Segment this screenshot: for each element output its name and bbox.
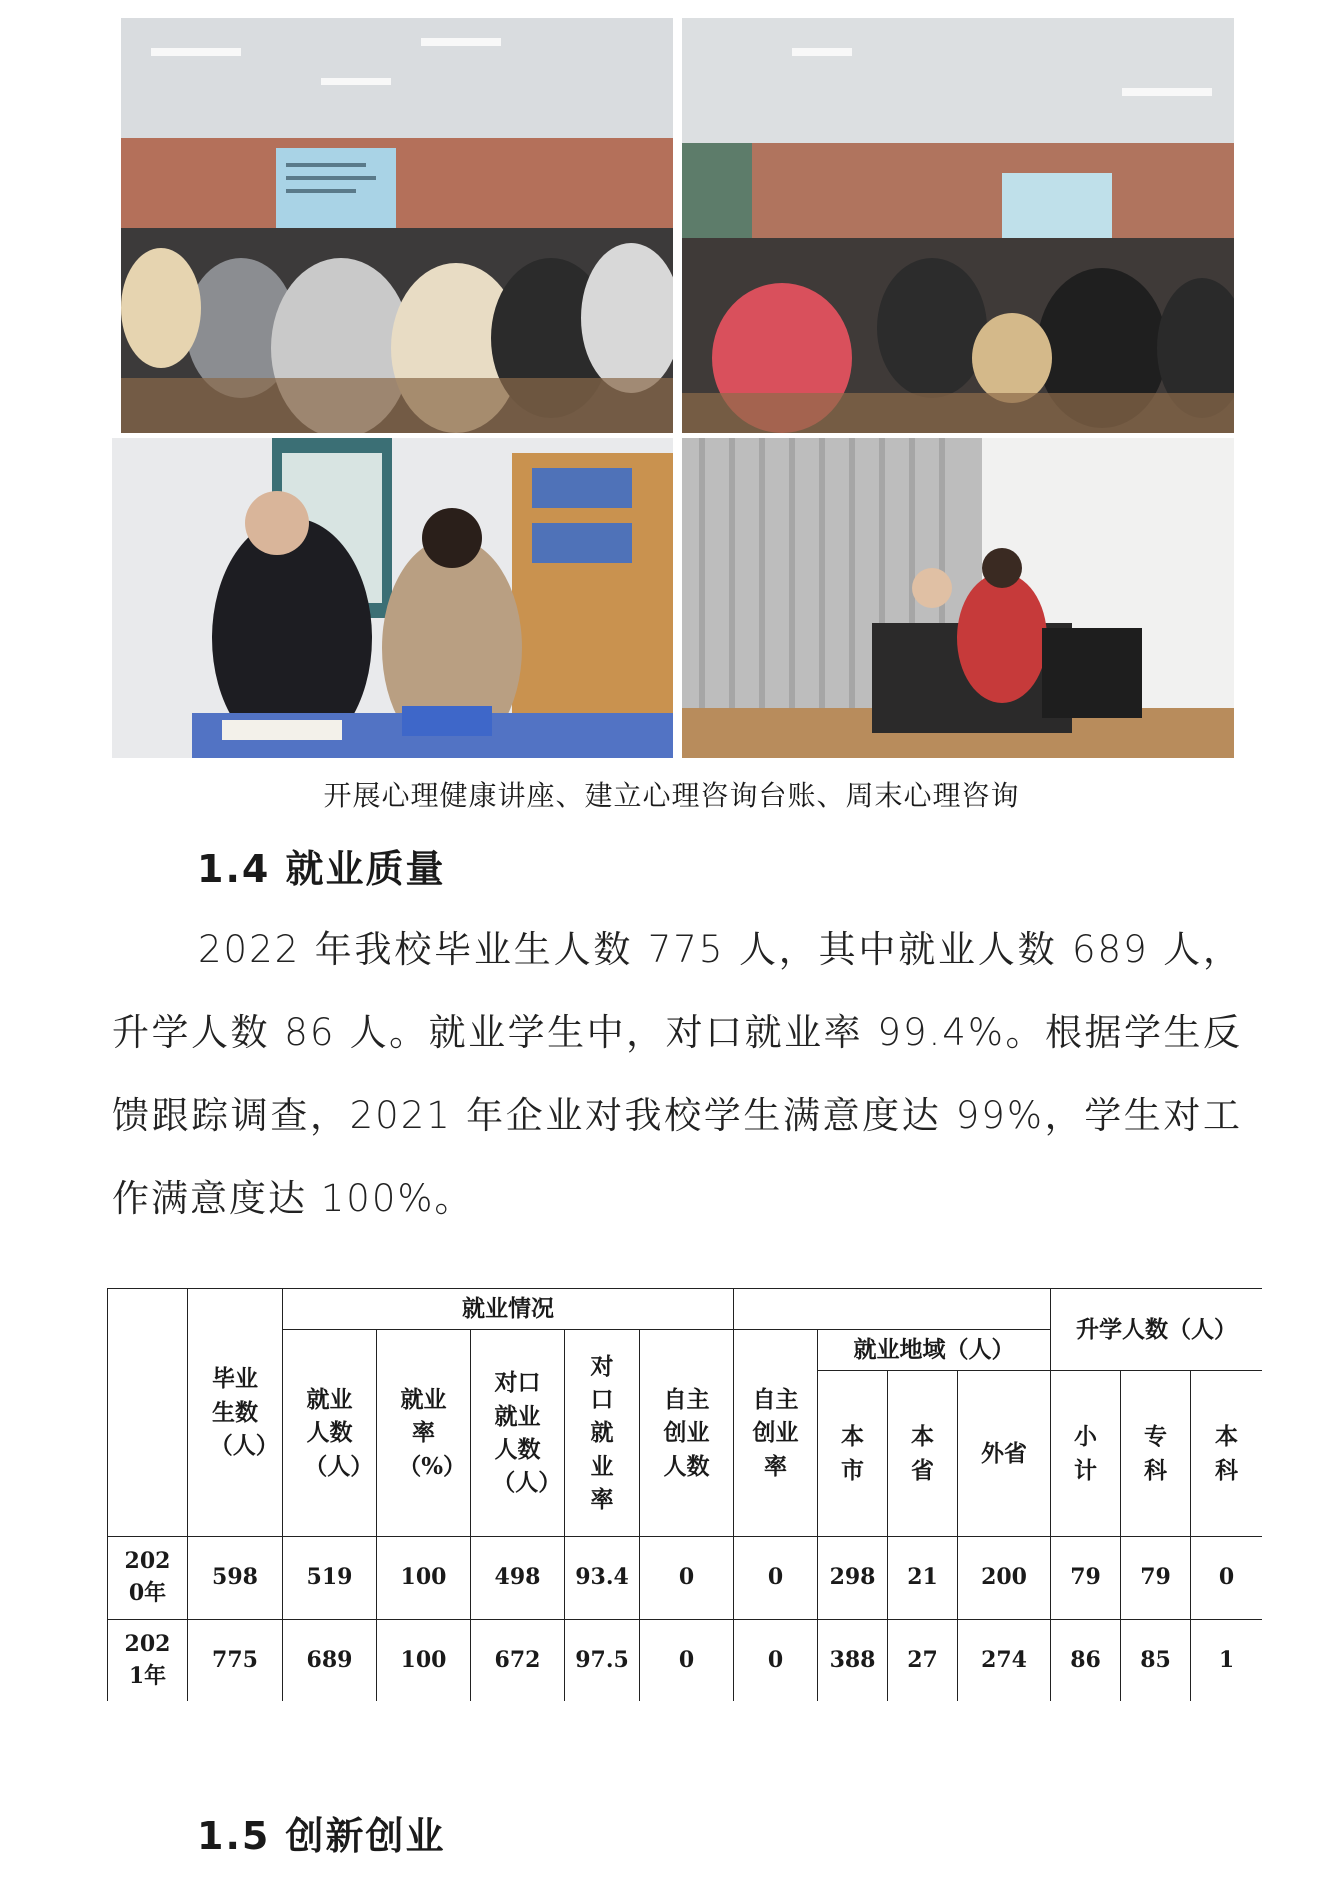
header-matched-rate: 对口就业率: [565, 1330, 640, 1537]
cell-rate: 100: [377, 1620, 471, 1702]
header-blank-group: [734, 1289, 1051, 1330]
cell-city: 388: [818, 1620, 888, 1702]
table-row: [108, 1620, 1263, 1702]
header-employment-group: 就业情况: [283, 1289, 734, 1330]
cell-self-employed: 0: [640, 1537, 734, 1620]
cell-bachelor: 1: [1191, 1620, 1262, 1702]
cell-out-province: 200: [958, 1537, 1051, 1620]
cell-college: 79: [1121, 1537, 1191, 1620]
header-self-employed-rate: 自主创业率: [734, 1330, 818, 1537]
cell-college: 85: [1121, 1620, 1191, 1702]
header-out-province: 外省: [958, 1371, 1051, 1537]
cell-matched: 498: [471, 1537, 565, 1620]
header-subtotal: 小计: [1051, 1371, 1121, 1537]
cell-year: 2020年: [108, 1537, 188, 1620]
header-rate: 就业率（%）: [377, 1330, 471, 1537]
cell-self-employed-rate: 0: [734, 1537, 818, 1620]
header-further-group: 升学人数（人）: [1051, 1289, 1262, 1371]
header-bachelor: 本科: [1191, 1371, 1262, 1537]
photo-caption: 开展心理健康讲座、建立心理咨询台账、周末心理咨询: [323, 779, 1020, 812]
cell-city: 298: [818, 1537, 888, 1620]
cell-graduates: 598: [188, 1537, 283, 1620]
header-graduates: 毕业生数（人）: [188, 1289, 283, 1537]
cell-subtotal: 86: [1051, 1620, 1121, 1702]
cell-self-employed: 0: [640, 1620, 734, 1702]
lecture-hall-photo-1: [121, 18, 673, 433]
cell-province: 21: [888, 1537, 958, 1620]
header-employed: 就业人数（人）: [283, 1330, 377, 1537]
header-college: 专科: [1121, 1371, 1191, 1537]
section-title-innovation: 1.5 创新创业: [197, 1814, 446, 1858]
consultation-ledger-photo: [112, 438, 673, 758]
cell-matched-rate: 97.5: [565, 1620, 640, 1702]
corner-cell: [108, 1289, 188, 1537]
cell-year: 2021年: [108, 1620, 188, 1702]
header-self-employed: 自主创业人数: [640, 1330, 734, 1537]
header-province: 本省: [888, 1371, 958, 1537]
weekend-consultation-photo: [682, 438, 1234, 758]
cell-employed: 519: [283, 1537, 377, 1620]
header-matched: 对口就业人数（人）: [471, 1330, 565, 1537]
cell-bachelor: 0: [1191, 1537, 1262, 1620]
cell-graduates: 775: [188, 1620, 283, 1702]
cell-subtotal: 79: [1051, 1537, 1121, 1620]
header-region-group: 就业地域（人）: [818, 1330, 1051, 1371]
cell-matched: 672: [471, 1620, 565, 1702]
cell-province: 27: [888, 1620, 958, 1702]
employment-table: [107, 1288, 1262, 1701]
cell-matched-rate: 93.4: [565, 1537, 640, 1620]
header-city: 本市: [818, 1371, 888, 1537]
cell-rate: 100: [377, 1537, 471, 1620]
cell-out-province: 274: [958, 1620, 1051, 1702]
lecture-hall-photo-2: [682, 18, 1234, 433]
cell-self-employed-rate: 0: [734, 1620, 818, 1702]
cell-employed: 689: [283, 1620, 377, 1702]
table-row: [108, 1537, 1263, 1620]
employment-paragraph: 2022 年我校毕业生人数 775 人，其中就业人数 689 人，升学人数 86 人。就业学生中，对口就业率 99.4%。根据学生反馈跟踪调查，2021 年企业对我校学生满意度达 99%，学生对工作满意度达 100%。: [112, 928, 1242, 1220]
section-title-employment-quality: 1.4 就业质量: [197, 847, 446, 891]
